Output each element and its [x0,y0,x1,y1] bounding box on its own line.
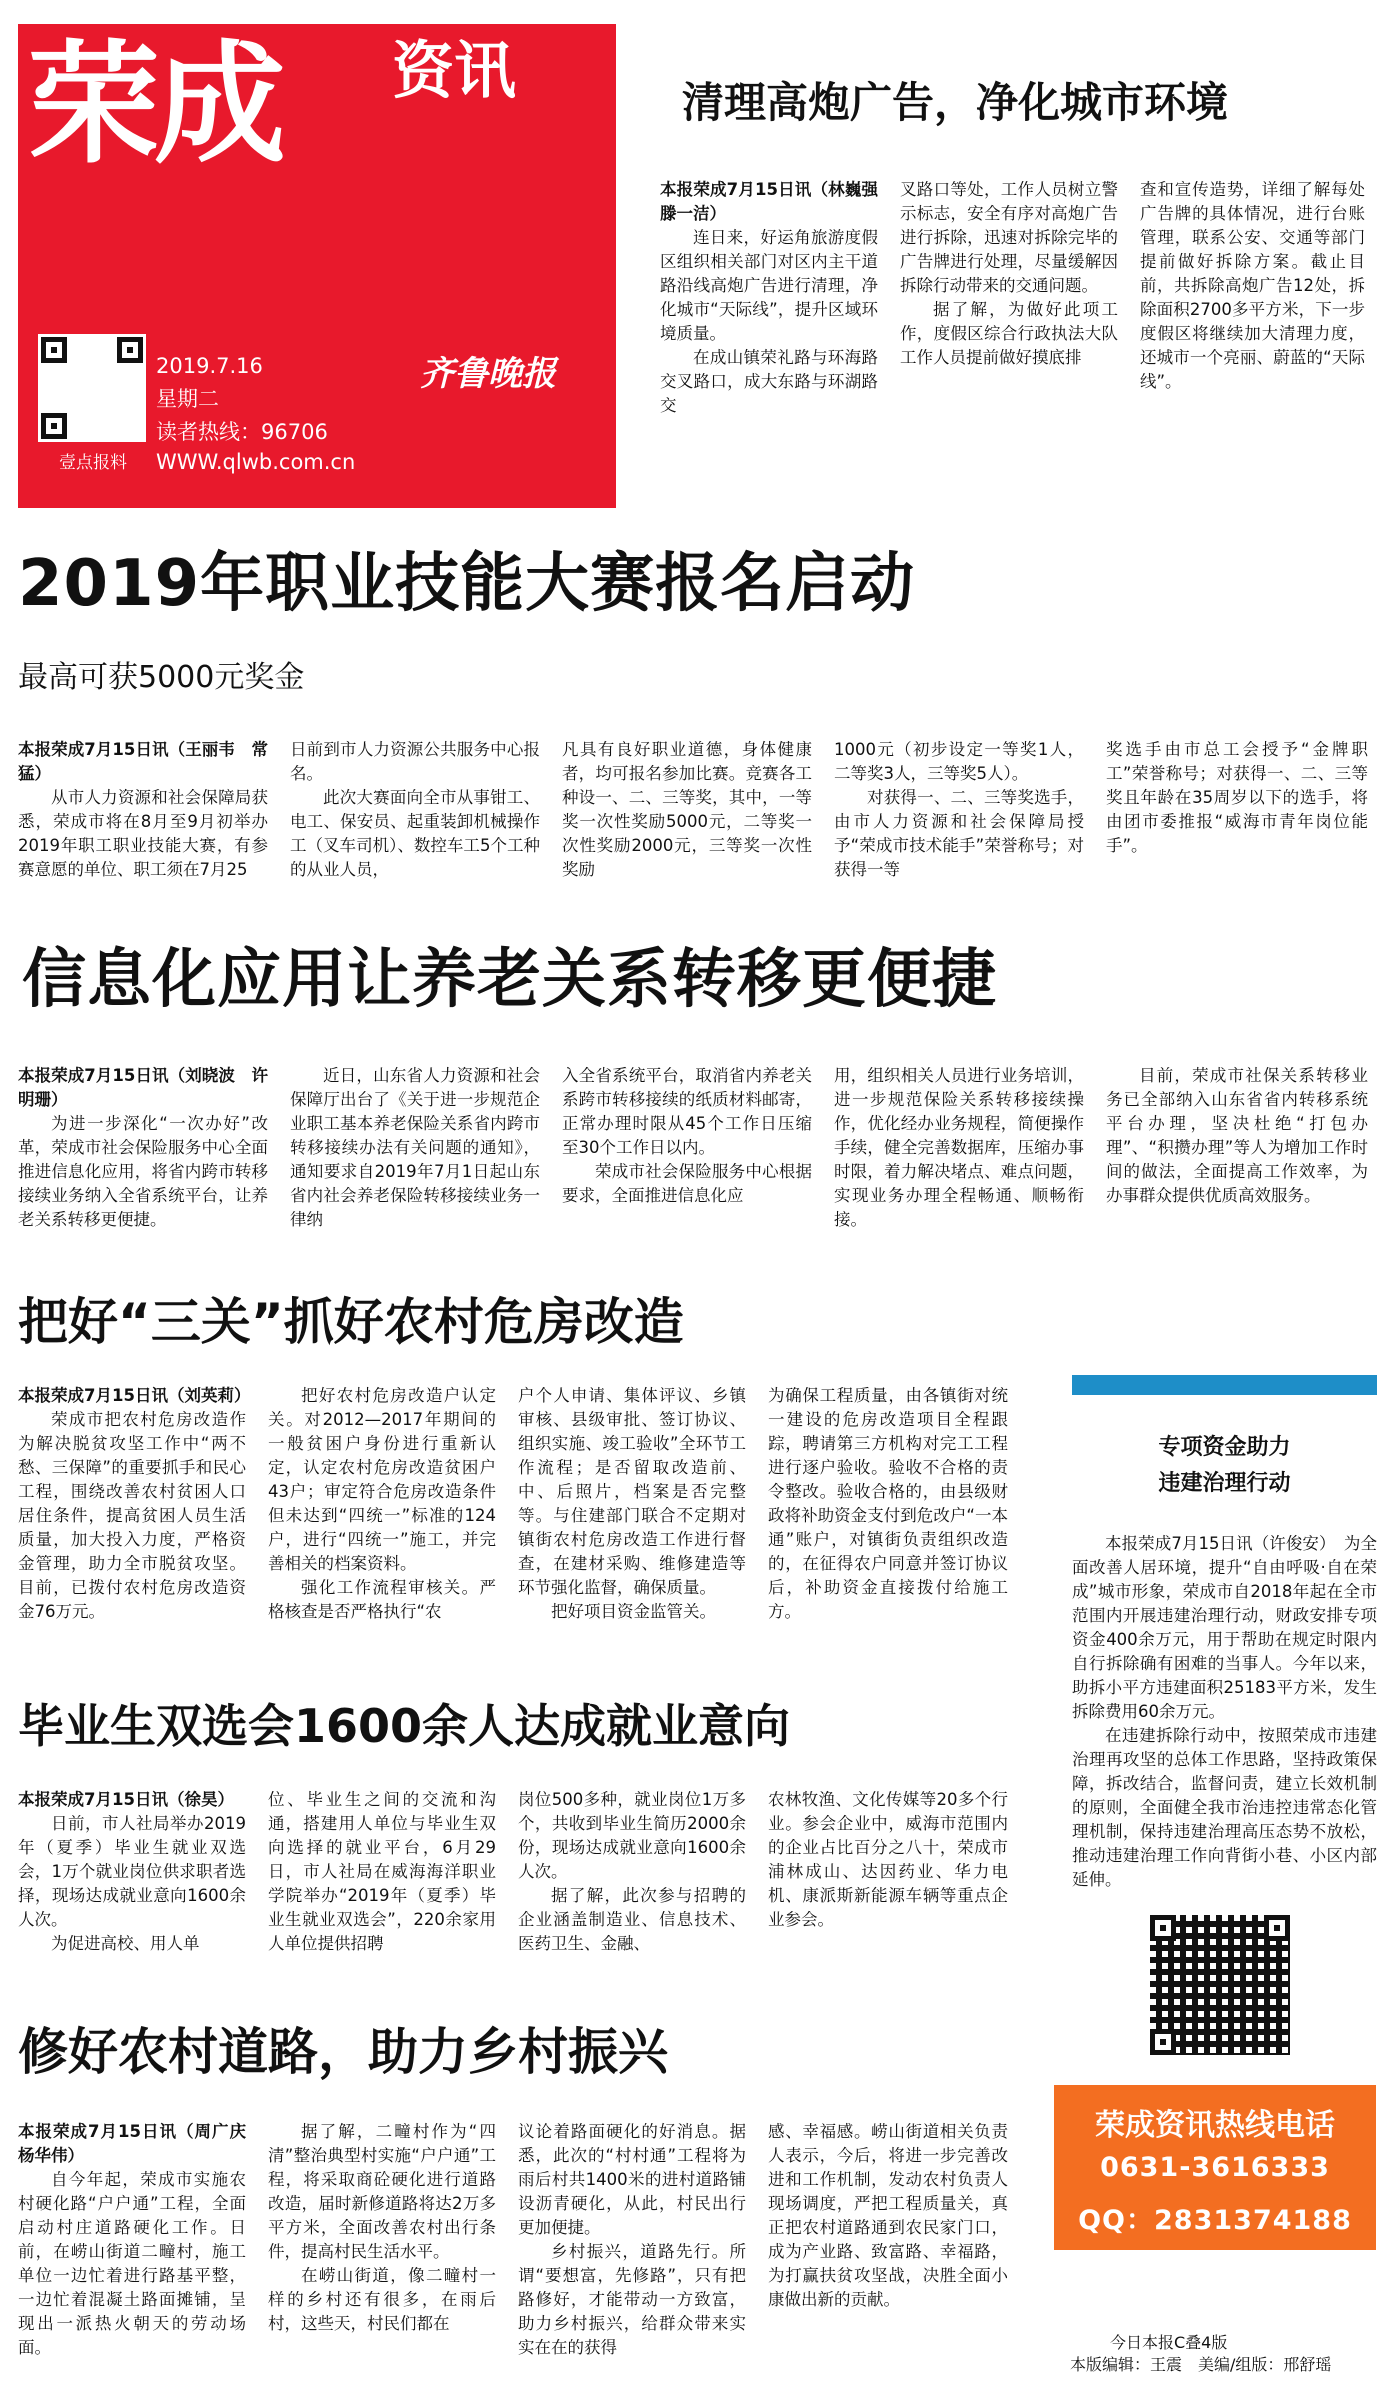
article-2-column-1 [18,738,268,882]
article-6-column-4 [768,2120,1008,2312]
article-1-title: 清理高炮广告，净化城市环境 [682,78,1229,127]
article-3-column-3 [562,1064,812,1208]
article-3-paragraph: 入全省系统平台，取消省内养老关系跨市转移接续的纸质材料邮寄，正常办理时限从45个工作日压缩至30个工作日以内。 [562,1066,812,1157]
article-6-paragraph: 乡村振兴，道路先行。所谓“要想富，先修路”，只有把路修好，才能带动一方致富，助力乡村振兴，给群众带来实实在在的获得 [518,2242,746,2357]
issue-weekday: 星期二 [156,387,219,411]
sidebar-body [1072,1532,1377,1892]
article-6-byline: 本报荣成7月15日讯（周广庆 杨华伟） [18,2122,263,2165]
article-4-paragraph: 把好农村危房改造户认定关。对2012—2017年期间的一般贫困户身份进行重新认定，认定农村危房改造贫困户43户；审定符合危房改造条件但未达到“四统一”标准的124户，进行“四统一”施工，并完善相关的档案资料。 [268,1386,496,1573]
article-3-paragraph: 近日，山东省人力资源和社会保障厅出台了《关于进一步规范企业职工基本养老保险关系省内跨市转移接续办法有关问题的通知》，通知要求自2019年7月1日起山东省内社会养老保险转移接续业务一律纳 [290,1066,540,1229]
article-1-paragraph: 叉路口等处，工作人员树立警示标志，安全有序对高炮广告进行拆除，迅速对拆除完毕的广告牌进行处理，尽量缓解因拆除行动带来的交通问题。 [900,180,1118,295]
article-6-paragraph: 据了解，二疃村作为“四清”整治典型村实施“户户通”工程，将采取商砼硬化进行道路改造，届时新修道路将达2万多平方米，全面改善农村出行条件，提高村民生活水平。 [268,2122,496,2261]
article-4-column-2 [268,1384,496,1624]
article-2-column-2 [290,738,540,882]
article-6-paragraph: 在崂山街道，像二疃村一样的乡村还有很多，在雨后村，这些天，村民们都在 [268,2266,496,2333]
sidebar-title-line-2: 违建治理行动 [1158,1471,1291,1496]
article-2-paragraph: 从市人力资源和社会保障局获悉，荣成市将在8月至9月初举办2019年职工职业技能大赛，有参赛意愿的单位、职工须在7月25 [18,788,268,879]
article-1-paragraph: 据了解，为做好此项工作，度假区综合行政执法大队工作人员提前做好摸底排 [900,300,1118,367]
issue-date: 2019.7.16 [156,354,263,378]
article-6-title: 修好农村道路，助力乡村振兴 [18,2023,668,2081]
footer-today-note: 今日本报C叠4版 [1110,2333,1228,2352]
article-4-column-3 [518,1384,746,1624]
article-3-paragraph: 为进一步深化“一次办好”改革，荣成市社会保险服务中心全面推进信息化应用，将省内跨市转移接续业务纳入全省系统平台，让养老关系转移更便捷。 [18,1114,268,1229]
article-5-paragraph: 据了解，此次参与招聘的企业涵盖制造业、信息技术、医药卫生、金融、 [518,1886,746,1953]
article-1-column-3 [1140,178,1365,394]
website-link[interactable]: WWW.qlwb.com.cn [156,450,356,474]
sidebar-accent-bar [1072,1375,1377,1395]
sidebar-paragraph: 本报荣成7月15日讯（许俊安） 为全面改善人居环境，提升“自由呼吸·自在荣成”城市形象，荣成市自2018年起在全市范围内开展违建治理行动，财政安排专项资金400余万元，用于帮助在规定时限内自行拆除确有困难的当事人。今年以来，助拆小平方违建面积25183平方米，发生拆除费用60余万元。 [1072,1534,1377,1721]
article-5-paragraph: 日前，市人社局举办2019年（夏季）毕业生就业双选会，1万个就业岗位供求职者选择，现场达成就业意向1600余人次。 [18,1814,246,1929]
article-1-paragraph: 连日来，好运角旅游度假区组织相关部门对区内主干道路沿线高炮广告进行清理，净化城市“天际线”，提升区域环境质量。 [660,228,878,343]
reader-hotline: 读者热线：96706 [156,420,328,444]
article-6-column-2 [268,2120,496,2336]
article-5-byline: 本报荣成7月15日讯（徐昊） [18,1790,234,1809]
article-4-title: 把好“三关”抓好农村危房改造 [18,1293,684,1351]
article-2-paragraph: 凡具有良好职业道德，身体健康者，均可报名参加比赛。竞赛各工种设一、二、三等奖，其中，一等奖一次性奖励5000元，二等奖一次性奖励2000元，三等奖一次性奖励 [562,740,812,879]
article-1-paragraph: 在成山镇荣礼路与环海路交叉路口，成大东路与环湖路交 [660,348,878,415]
qr-code-icon[interactable] [38,334,146,442]
article-5-paragraph: 为促进高校、用人单 [51,1934,200,1953]
article-5-column-3 [518,1788,746,1956]
article-5-paragraph: 岗位500多种，就业岗位1万多个，共收到毕业生简历2000余份，现场达成就业意向1600余人次。 [518,1790,746,1881]
article-2-byline: 本报荣成7月15日讯（王丽韦 常猛） [18,740,268,783]
qr-code-icon[interactable] [1150,1915,1290,2055]
footer-editors: 本版编辑：王震 美编/组版：邢舒瑶 [1070,2355,1332,2374]
article-5-title: 毕业生双选会1600余人达成就业意向 [18,1699,791,1753]
article-2-paragraph: 此次大赛面向全市从事钳工、电工、保安员、起重装卸机械操作工（叉车司机）、数控车工5个工种的从业人员， [290,788,540,879]
article-4-paragraph: 把好项目资金监管关。 [551,1602,716,1621]
article-1-byline: 本报荣成7月15日讯（林巍强 滕一洁） [660,180,895,223]
article-6-column-3 [518,2120,746,2360]
article-4-column-4 [768,1384,1008,1624]
article-5-column-4 [768,1788,1008,1932]
article-3-byline: 本报荣成7月15日讯（刘晓波 许明珊） [18,1066,268,1109]
article-1-paragraph: 查和宣传造势，详细了解每处广告牌的具体情况，进行台账管理，联系公安、交通等部门提前做好拆除方案。截止目前，共拆除高炮广告12处，拆除面积2700多平方米，下一步度假区将继续加大清理力度，还城市一个亮丽、蔚蓝的“天际线”。 [1140,180,1365,391]
article-4-byline: 本报荣成7月15日讯（刘英莉） [18,1386,251,1405]
sidebar-title-line-1: 专项资金助力 [1158,1435,1291,1460]
newspaper-name: 齐鲁晚报 [420,354,556,394]
sidebar-paragraph: 在违建拆除行动中，按照荣成市违建治理再攻坚的总体工作思路，坚持政策保障，拆改结合，监督问责，建立长效机制的原则，全面健全我市治违控违常态化管理机制，保持违建治理高压态势不放松，推动违建治理工作向背街小巷、小区内部延伸。 [1072,1726,1377,1889]
brand-logo-suffix: 资讯 [392,34,517,107]
brand-logo: 荣成 [28,28,280,182]
article-4-paragraph: 强化工作流程审核关。严格核查是否严格执行“农 [268,1578,496,1621]
article-2-subtitle: 最高可获5000元奖金 [18,660,305,695]
article-6-column-1 [18,2120,263,2360]
article-5-column-1 [18,1788,246,1956]
article-3-title: 信息化应用让养老关系转移更便捷 [22,943,997,1017]
article-3-column-1 [18,1064,268,1232]
article-3-column-2 [290,1064,540,1232]
article-2-paragraph: 日前到市人力资源公共服务中心报名。 [290,740,540,783]
qr-label: 壹点报料 [59,453,127,473]
article-3-paragraph: 荣成市社会保险服务中心根据要求，全面推进信息化应 [562,1162,812,1205]
article-5-column-2 [268,1788,496,1956]
hotline-qq[interactable]: QQ：2831374188 [1078,2205,1352,2236]
article-2-column-4 [834,738,1084,882]
article-4-column-1 [18,1384,251,1624]
article-6-paragraph: 自今年起，荣成市实施农村硬化路“户户通”工程，全面启动村庄道路硬化工作。日前，在崂山街道二疃村，施工单位一边忙着进行路基平整，一边忙着混凝土路面摊铺，呈现出一派热火朝天的劳动场面。 [18,2170,246,2357]
article-3-column-5 [1106,1064,1368,1208]
article-5-paragraph: 位、毕业生之间的交流和沟通，搭建用人单位与毕业生双向选择的就业平台，6月29日，市人社局在威海海洋职业学院举办“2019年（夏季）毕业生就业双选会”，220余家用人单位提供招聘 [268,1790,496,1953]
article-5-paragraph: 农林牧渔、文化传媒等20多个行业。参会企业中，威海市范围内的企业占比百分之八十，荣成市浦林成山、达因药业、华力电机、康派斯新能源车辆等重点企业参会。 [768,1790,1008,1929]
article-2-title: 2019年职业技能大赛报名启动 [18,547,916,621]
hotline-phone[interactable]: 0631-3616333 [1100,2152,1330,2183]
article-2-column-5 [1106,738,1368,858]
article-4-paragraph: 为确保工程质量，由各镇街对统一建设的危房改造项目全程跟踪，聘请第三方机构对完工工程进行逐户验收。验收不合格的责令整改。验收合格的，由县级财政将补助资金支付到危改户“一本通”账户，对镇街负责组织改造的，在征得农户同意并签订协议后，补助资金直接拨付给施工方。 [768,1386,1008,1621]
article-1-column-2 [900,178,1118,370]
article-3-paragraph: 目前，荣成市社保关系转移业务已全部纳入山东省省内转移系统平台办理，坚决杜绝“打包办理”、“积攒办理”等人为增加工作时间的做法，全面提高工作效率，为办事群众提供优质高效服务。 [1106,1066,1368,1205]
article-3-paragraph: 用，组织相关人员进行业务培训，进一步规范保险关系转移接续操作，优化经办业务规程，简便操作手续，健全完善数据库，压缩办事时限，着力解决堵点、难点问题，实现业务办理全程畅通、顺畅衔接。 [834,1066,1084,1229]
hotline-title: 荣成资讯热线电话 [1095,2108,1335,2143]
article-2-column-3 [562,738,812,882]
article-2-paragraph: 1000元（初步设定一等奖1人，二等奖3人，三等奖5人）。 [834,740,1084,783]
article-4-paragraph: 户个人申请、集体评议、乡镇审核、县级审批、签订协议、组织实施、竣工验收”全环节工作流程；是否留取改造前、中、后照片，档案是否完整等。与住建部门联合不定期对镇街农村危房改造工作进行督查，在建材采购、维修建造等环节强化监督，确保质量。 [518,1386,746,1597]
article-1-column-1 [660,178,895,418]
article-4-paragraph: 荣成市把农村危房改造作为解决脱贫攻坚工作中“两不愁、三保障”的重要抓手和民心工程，围绕改善农村贫困人口居住条件，提高贫困人员生活质量，加大投入力度，严格资金管理，助力全市脱贫攻坚。目前，已拨付农村危房改造资金76万元。 [18,1410,246,1621]
article-3-column-4 [834,1064,1084,1232]
article-2-paragraph: 对获得一、二、三等奖选手，由市人力资源和社会保障局授予“荣成市技术能手”荣誉称号；对获得一等 [834,788,1084,879]
sidebar-title [1072,1430,1377,1502]
article-2-paragraph: 奖选手由市总工会授予“金牌职工”荣誉称号；对获得一、二、三等奖且年龄在35周岁以下的选手，将由团市委推报“威海市青年岗位能手”。 [1106,740,1368,855]
article-6-paragraph: 感、幸福感。崂山街道相关负责人表示，今后，将进一步完善改进和工作机制，发动农村负责人现场调度，严把工程质量关，真正把农村道路通到农民家门口，成为产业路、致富路、幸福路，为打赢扶贫攻坚战，决胜全面小康做出新的贡献。 [768,2122,1008,2309]
article-6-paragraph: 议论着路面硬化的好消息。据悉，此次的“村村通”工程将为雨后村共1400米的进村道路铺设沥青硬化，从此，村民出行更加便捷。 [518,2122,746,2237]
